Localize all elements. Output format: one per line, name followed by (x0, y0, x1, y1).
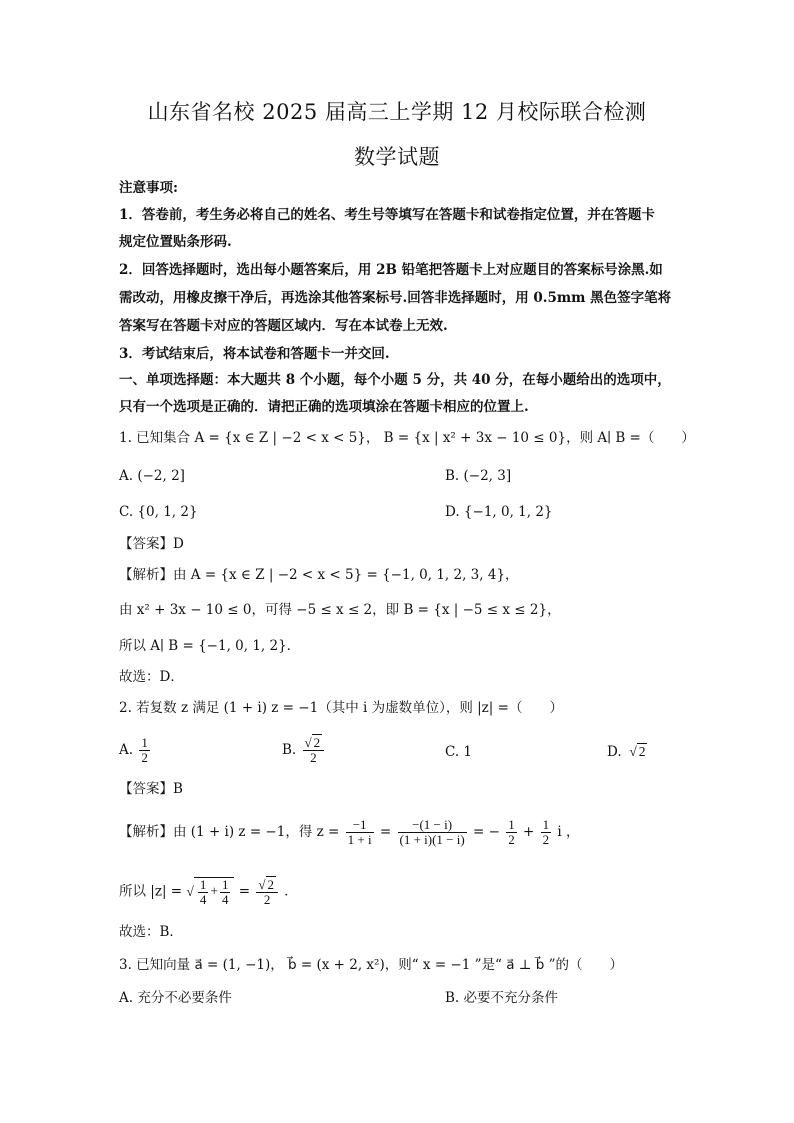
section-1-line-2: 只有一个选项是正确的．请把正确的选项填涂在答题卡相应的位置上. (119, 399, 529, 415)
fraction-numerator: −(1 − i) (398, 818, 467, 833)
q2-answer: 【答案】B (119, 781, 183, 797)
sqrt-radicand: 2 (267, 876, 274, 892)
exam-title: 山东省名校 2025 届高三上学期 12 月校际联合检测 (147, 100, 647, 124)
q1-analysis-1: 【解析】由 A = {x ∈ Z | −2 < x < 5} = {−1, 0, 1, 2, 3, 4}， (119, 567, 519, 583)
q2-option-b (282, 736, 326, 765)
q2-analysis-3: 故选：B． (119, 924, 183, 940)
q2-analysis-2 (119, 877, 298, 907)
q2-analysis-1-lead: 【解析】由 (1 + i) z = −1，得 z = (119, 824, 340, 840)
q1-analysis-4: 故选：D． (119, 669, 184, 685)
q2-quarter-1 (198, 878, 209, 907)
q1-option-a: A. (−2, 2] (119, 468, 185, 484)
fraction-denominator: 4 (221, 892, 229, 907)
fraction-numerator: 1 (542, 817, 550, 832)
q2-option-b-label: B. (282, 742, 297, 758)
fraction-numerator: 1 (141, 735, 148, 750)
q2-big-sqrt: √ $\frac{1}{4}$ + $\frac{1}{4}$ (186, 884, 234, 899)
fraction-numerator: √ 2 (256, 878, 278, 893)
fraction-numerator: 1 (508, 817, 515, 832)
fraction-denominator: 4 (199, 892, 207, 907)
sqrt-radicand: 2 (638, 744, 646, 759)
fraction-numerator: −1 (346, 818, 374, 833)
q2-option-a-fraction (139, 736, 150, 765)
sqrt-radicand: 2 (313, 735, 321, 750)
q3-option-a: A. 充分不必要条件 (119, 990, 232, 1006)
q2-analysis-2-lead: 所以 |z| = (119, 883, 183, 900)
q2-option-a (119, 736, 152, 765)
fraction-denominator: 1 + i (347, 832, 372, 847)
fraction-numerator: 1 (199, 877, 207, 892)
equals-sign: = (238, 883, 251, 900)
fraction-denominator: 2 (542, 832, 550, 847)
q2-option-d-sqrt: √ 2 (625, 744, 646, 759)
fraction-denominator: 2 (263, 891, 271, 907)
q2-fraction-4 (541, 818, 552, 847)
period: ． (284, 883, 298, 900)
note-2-line-1: 2．回答选择题时，选出每小题答案后，用 2B 铅笔把答题卡上对应题目的答案标号涂黑.如 (119, 262, 663, 278)
q2-option-a-label: A. (119, 742, 134, 758)
q2-quarter-2 (220, 878, 231, 907)
q1-stem: 1. 已知集合 A = {x ∈ Z | −2 < x < 5}， B = {x | x² + 3x − 10 ≤ 0}，则 A∣ B =（ ） (119, 430, 695, 446)
plus-sign: + (210, 883, 218, 899)
fraction-denominator: 2 (141, 750, 148, 765)
q2-analysis-1 (119, 818, 580, 847)
fraction-denominator: (1 + i)(1 − i) (399, 832, 465, 847)
fraction-numerator: 1 (221, 877, 229, 892)
fraction-numerator: √ 2 (303, 736, 325, 751)
fraction-denominator: 2 (508, 832, 515, 847)
note-3: 3．考试结束后，将本试卷和答题卡一并交回. (119, 346, 390, 362)
q1-option-c: C. {0, 1, 2} (119, 504, 198, 520)
fraction-denominator: 2 (310, 750, 317, 765)
note-2-line-3: 答案写在答题卡对应的答题区域内．写在本试卷上无效. (119, 318, 448, 334)
q2-result-fraction (256, 878, 278, 907)
imaginary-unit-tail: i ， (557, 824, 580, 840)
q1-option-d: D. {−1, 0, 1, 2} (445, 504, 553, 520)
q1-answer: 【答案】D (119, 536, 184, 552)
exam-subtitle: 数学试题 (354, 145, 440, 169)
q2-fraction-1 (346, 818, 374, 847)
q2-option-d (607, 742, 647, 762)
q1-analysis-2: 由 x² + 3x − 10 ≤ 0，可得 −5 ≤ x ≤ 2，即 B = {x | −5 ≤ x ≤ 2}， (119, 602, 561, 618)
plus-sign: + (523, 824, 535, 840)
q2-option-d-label: D. (607, 744, 622, 760)
q2-option-b-fraction (303, 736, 325, 765)
equals-sign: = (379, 824, 392, 840)
note-1-line-2: 规定位置贴条形码. (119, 234, 232, 250)
sqrt-radicand (194, 877, 235, 907)
q2-fraction-3 (506, 818, 517, 847)
q2-fraction-2 (398, 818, 467, 847)
section-1-line-1: 一、单项选择题：本大题共 8 个小题，每个小题 5 分，共 40 分，在每小题给出的选项中， (119, 372, 671, 388)
note-1-line-1: 1．答卷前，考生务必将自己的姓名、考生号等填写在答题卡和试卷指定位置，并在答题卡 (119, 207, 655, 223)
q2-stem: 2. 若复数 z 满足 (1 + i) z = −1（其中 i 为虚数单位），则 |z| =（ ） (119, 700, 563, 716)
q1-analysis-3: 所以 A∣ B = {−1, 0, 1, 2}． (119, 638, 301, 654)
equals-minus-sign: = − (473, 824, 500, 840)
note-2-line-2: 需改动，用橡皮擦干净后，再选涂其他答案标号.回答非选择题时，用 0.5mm 黑色签字笔将 (119, 290, 672, 306)
q3-option-b: B. 必要不充分条件 (445, 990, 559, 1006)
q3-stem: 3. 已知向量 a⃗ = (1, −1)， b⃗ = (x + 2, x²)，则“ x = −1 ”是“ a⃗ ⊥ b⃗ ”的（ ） (119, 957, 624, 973)
notes-heading: 注意事项: (119, 180, 178, 196)
q1-option-b: B. (−2, 3] (445, 468, 512, 484)
q2-option-c: C. 1 (445, 744, 473, 760)
